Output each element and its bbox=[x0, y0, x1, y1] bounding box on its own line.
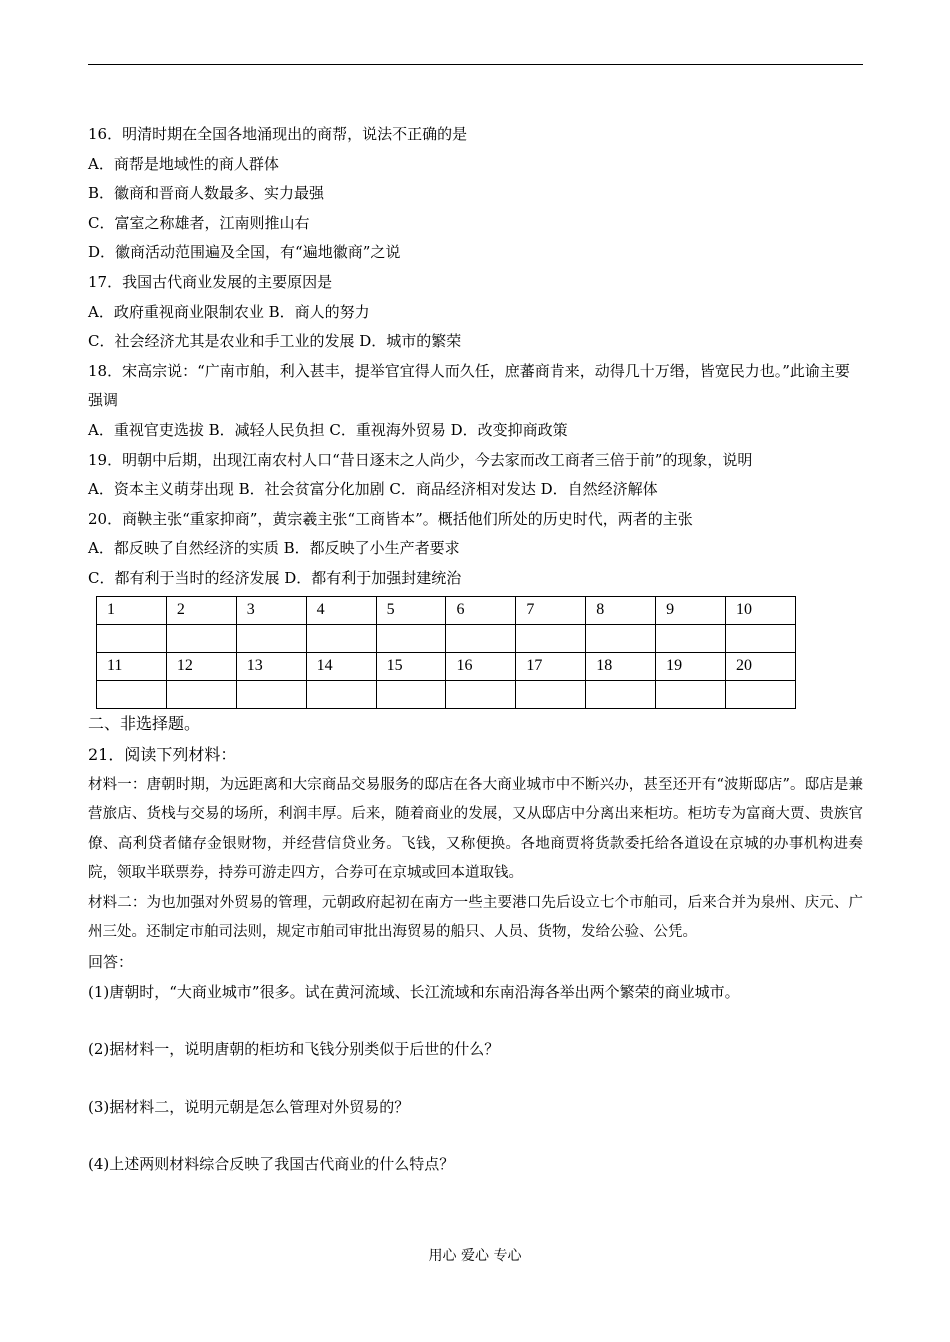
answer-number-cell: 9 bbox=[656, 596, 726, 624]
answer-blank-cell[interactable] bbox=[376, 680, 446, 708]
header-rule bbox=[88, 64, 863, 65]
q16-stem: 16．明清时期在全国各地涌现出的商帮，说法不正确的是 bbox=[88, 125, 468, 143]
q20-options-cd: C．都有利于当时的经济发展 D．都有利于加强封建统治 bbox=[88, 568, 462, 587]
section-title: 二、非选择题。 bbox=[88, 713, 201, 733]
answer-blank-cell[interactable] bbox=[166, 680, 236, 708]
answer-blank-cell[interactable] bbox=[726, 624, 796, 652]
answer-space[interactable] bbox=[88, 1122, 863, 1150]
answer-table-header-row bbox=[97, 652, 796, 680]
q18-options: A．重视官吏选拔 B．减轻人民负担 C．重视海外贸易 D．改变抑商政策 bbox=[88, 420, 568, 439]
answer-number-cell: 16 bbox=[446, 652, 516, 680]
q21-sub-question-4: (4)上述两则材料综合反映了我国古代商业的什么特点？ bbox=[88, 1155, 455, 1174]
answer-blank-cell[interactable] bbox=[376, 624, 446, 652]
q21-sub-question-2: (2)据材料一，说明唐朝的柜坊和飞钱分别类似于后世的什么？ bbox=[88, 1040, 500, 1059]
answer-blank-cell[interactable] bbox=[236, 624, 306, 652]
answer-number-cell: 11 bbox=[97, 652, 167, 680]
answer-number-cell: 14 bbox=[306, 652, 376, 680]
q16-option-d: D．徽商活动范围遍及全国，有“遍地徽商”之说 bbox=[88, 243, 401, 262]
answer-table bbox=[96, 596, 796, 709]
answer-number-cell: 13 bbox=[236, 652, 306, 680]
answer-number-cell: 18 bbox=[586, 652, 656, 680]
answer-number-cell: 12 bbox=[166, 652, 236, 680]
answer-table-blank-row bbox=[97, 680, 796, 708]
answer-number-cell: 3 bbox=[236, 596, 306, 624]
page-footer: 用心 爱心 专心 bbox=[428, 1248, 522, 1264]
answer-number-cell: 8 bbox=[586, 596, 656, 624]
q20-stem: 20．商鞅主张“重家抑商”，黄宗羲主张“工商皆本”。概括他们所处的历史时代，两者的主张 bbox=[88, 509, 693, 528]
answer-blank-cell[interactable] bbox=[446, 624, 516, 652]
answer-blank-cell[interactable] bbox=[656, 680, 726, 708]
answer-number-cell: 15 bbox=[376, 652, 446, 680]
answer-number-cell: 5 bbox=[376, 596, 446, 624]
answer-table-blank-row bbox=[97, 624, 796, 652]
exam-content bbox=[88, 120, 863, 1180]
q18-stem: 18．宋高宗说：“广南市舶，利入甚丰，提举官宜得人而久任，庶蕃商肯来，动得几十万缗，皆宽民力也。”此谕主要强调 bbox=[88, 361, 850, 410]
q16-option-b: B．徽商和晋商人数最多、实力最强 bbox=[88, 184, 325, 203]
q21-material-2: 材料二：为也加强对外贸易的管理，元朝政府起初在南方一些主要港口先后设立七个市舶司，后来合并为泉州、庆元、广州三处。还制定市舶司法则，规定市舶司审批出海贸易的船只、人员、货物，发给公验、公凭。 bbox=[88, 894, 863, 941]
answer-space[interactable] bbox=[88, 1007, 863, 1035]
answer-blank-cell[interactable] bbox=[726, 680, 796, 708]
answer-blank-cell[interactable] bbox=[236, 680, 306, 708]
answer-blank-cell[interactable] bbox=[516, 680, 586, 708]
answer-number-cell: 20 bbox=[726, 652, 796, 680]
q21-sub-question-3: (3)据材料二，说明元朝是怎么管理对外贸易的？ bbox=[88, 1097, 410, 1116]
q16-option-a: A．商帮是地域性的商人群体 bbox=[88, 154, 279, 173]
answer-blank-cell[interactable] bbox=[97, 680, 167, 708]
answer-number-cell: 7 bbox=[516, 596, 586, 624]
answer-blank-cell[interactable] bbox=[586, 624, 656, 652]
answer-number-cell: 2 bbox=[166, 596, 236, 624]
answer-number-cell: 17 bbox=[516, 652, 586, 680]
q17-options-ab: A．政府重视商业限制农业 B．商人的努力 bbox=[88, 302, 370, 321]
answer-blank-cell[interactable] bbox=[306, 624, 376, 652]
answer-blank-cell[interactable] bbox=[446, 680, 516, 708]
q21-sub-question-1: (1)唐朝时，“大商业城市”很多。试在黄河流域、长江流域和东南沿海各举出两个繁荣的商业城市。 bbox=[88, 982, 740, 1001]
q17-stem: 17．我国古代商业发展的主要原因是 bbox=[88, 272, 333, 291]
q16-option-c: C．富室之称雄者，江南则推山右 bbox=[88, 213, 310, 232]
answer-blank-cell[interactable] bbox=[306, 680, 376, 708]
answer-blank-cell[interactable] bbox=[97, 624, 167, 652]
answer-blank-cell[interactable] bbox=[656, 624, 726, 652]
answer-number-cell: 6 bbox=[446, 596, 516, 624]
q19-stem: 19．明朝中后期，出现江南农村人口“昔日逐末之人尚少，今去家而改工商者三倍于前”的现象，说明 bbox=[88, 450, 753, 469]
q20-options-ab: A．都反映了自然经济的实质 B．都反映了小生产者要求 bbox=[88, 539, 460, 558]
q21-answer-label: 回答： bbox=[88, 953, 134, 972]
answer-number-cell: 10 bbox=[726, 596, 796, 624]
answer-number-cell: 1 bbox=[97, 596, 167, 624]
q21-stem: 21．阅读下列材料： bbox=[88, 744, 237, 764]
answer-blank-cell[interactable] bbox=[516, 624, 586, 652]
q19-options: A．资本主义萌芽出现 B．社会贫富分化加剧 C．商品经济相对发达 D．自然经济解体 bbox=[88, 480, 658, 499]
answer-number-cell: 4 bbox=[306, 596, 376, 624]
q21-material-1: 材料一：唐朝时期，为远距离和大宗商品交易服务的邸店在各大商业城市中不断兴办，甚至还开有“波斯邸店”。邸店是兼营旅店、货栈与交易的场所，利润丰厚。后来，随着商业的发展，又从邸店中分离出来柜坊。柜坊专为富商大贾、贵族官僚、高利贷者储存金银财物，并经营信贷业务。飞钱，又称便换。各地商贾将货款委托给各道设在京城的办事机构进奏院，领取半联票券，持券可游走四方，合券可在京城或回本道取钱。 bbox=[88, 776, 863, 882]
q17-options-cd: C．社会经济尤其是农业和手工业的发展 D．城市的繁荣 bbox=[88, 332, 462, 351]
answer-table-header-row bbox=[97, 596, 796, 624]
answer-number-cell: 19 bbox=[656, 652, 726, 680]
answer-blank-cell[interactable] bbox=[166, 624, 236, 652]
answer-space[interactable] bbox=[88, 1065, 863, 1093]
answer-blank-cell[interactable] bbox=[586, 680, 656, 708]
